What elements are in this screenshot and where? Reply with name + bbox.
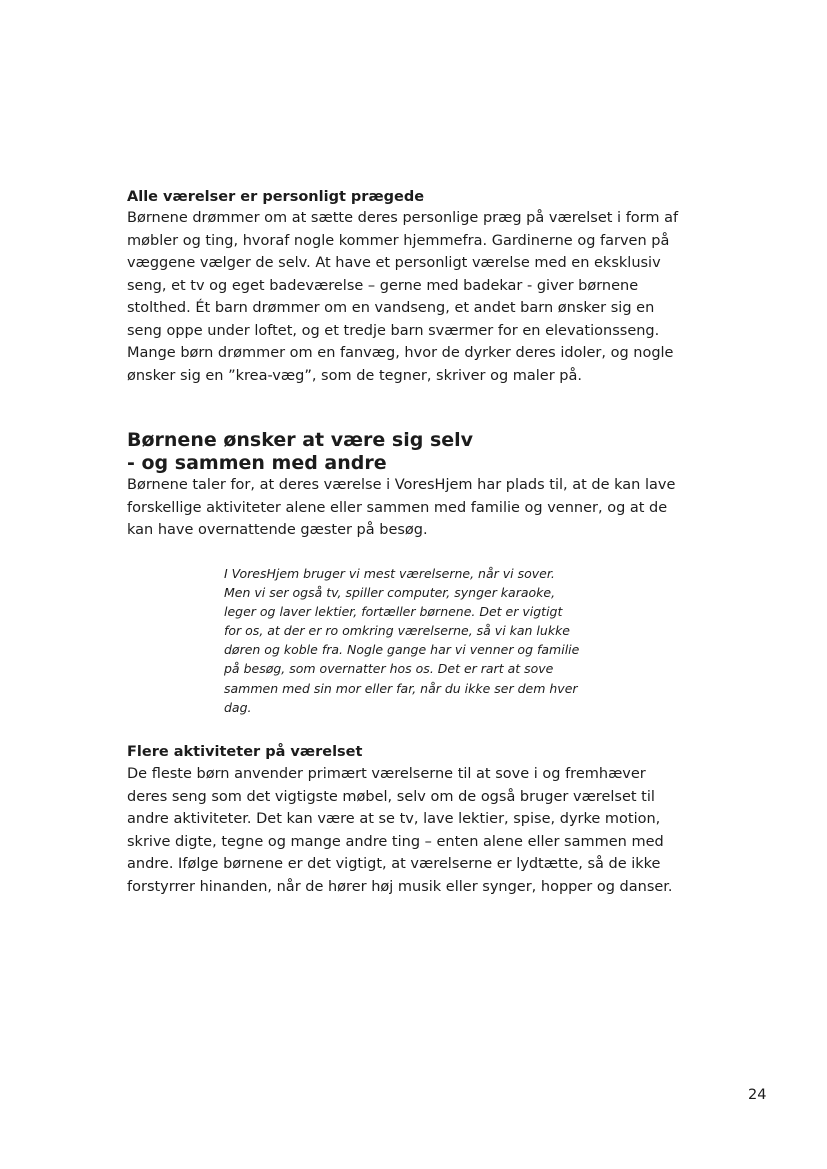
text-line: seng oppe under loftet, og et tredje barn sværmer for en elevationsseng. — [127, 322, 660, 339]
paragraph-personal-rooms — [127, 207, 727, 387]
text-line: stolthed. Ét barn drømmer om en vandseng, et andet barn ønsker sig en — [127, 300, 655, 316]
quote-line: dag. — [224, 699, 252, 715]
text-line: kan have overnattende gæster på besøg. — [127, 522, 428, 538]
text-line: væggene vælger de selv. At have et personligt værelse med en eksklusiv — [127, 255, 661, 271]
text-line: De fleste børn anvender primært værelserne til at sove i og fremhæver — [127, 766, 646, 782]
page-number: 24 — [748, 1087, 767, 1103]
paragraph-be-themselves — [127, 474, 727, 542]
quote-line: leger og laver lektier, fortæller børnene. Det er vigtigt — [224, 604, 563, 620]
quote-line: Men vi ser også tv, spiller computer, synger karaoke, — [224, 585, 556, 601]
quote-line: døren og koble fra. Nogle gange har vi venner og familie — [224, 642, 580, 658]
text-line: andre. Ifølge børnene er det vigtigt, at værelserne er lydtætte, så de ikke — [127, 856, 661, 872]
heading-line: Børnene ønsker at være sig selv — [127, 429, 474, 451]
text-line: ønsker sig en ”krea-væg”, som de tegner, skriver og maler på. — [127, 367, 582, 384]
text-line: Børnene drømmer om at sætte deres personlige præg på værelset i form af — [127, 210, 679, 226]
text-line: forstyrrer hinanden, når de hører høj musik eller synger, hopper og danser. — [127, 878, 673, 895]
text-line: seng, et tv og eget badeværelse – gerne med badekar - giver børnene — [127, 277, 639, 294]
quote-line: for os, at der er ro omkring værelserne, så vi kan lukke — [224, 623, 570, 639]
text-line: andre aktiviteter. Det kan være at se tv, lave lektier, spise, dyrke motion, — [127, 811, 661, 827]
section-heading-be-themselves — [127, 429, 473, 475]
quote-line: I VoresHjem bruger vi mest værelserne, når vi sover. — [224, 566, 555, 581]
section-heading-more-activities: Flere aktiviteter på værelset — [127, 744, 363, 760]
text-line: skrive digte, tegne og mange andre ting – enten alene eller sammen med — [127, 833, 664, 850]
quote-line: på besøg, som overnatter hos os. Det er rart at sove — [224, 661, 554, 677]
quote-line: sammen med sin mor eller far, når du ikke ser dem hver — [224, 680, 578, 696]
text-line: forskellige aktiviteter alene eller sammen med familie og venner, og at de — [127, 499, 668, 516]
text-line: deres seng som det vigtigste møbel, selv om de også bruger værelset til — [127, 788, 655, 805]
text-line: Børnene taler for, at deres værelse i VoresHjem har plads til, at de kan lave — [127, 477, 676, 493]
text-line: Mange børn drømmer om en fanvæg, hvor de dyrker deres idoler, og nogle — [127, 345, 674, 361]
paragraph-more-activities — [127, 763, 727, 898]
section-heading-personal-rooms: Alle værelser er personligt prægede — [127, 189, 425, 205]
text-line: møbler og ting, hvoraf nogle kommer hjemmefra. Gardinerne og farven på — [127, 232, 670, 249]
heading-line: - og sammen med andre — [127, 452, 387, 474]
children-quote — [224, 564, 624, 717]
